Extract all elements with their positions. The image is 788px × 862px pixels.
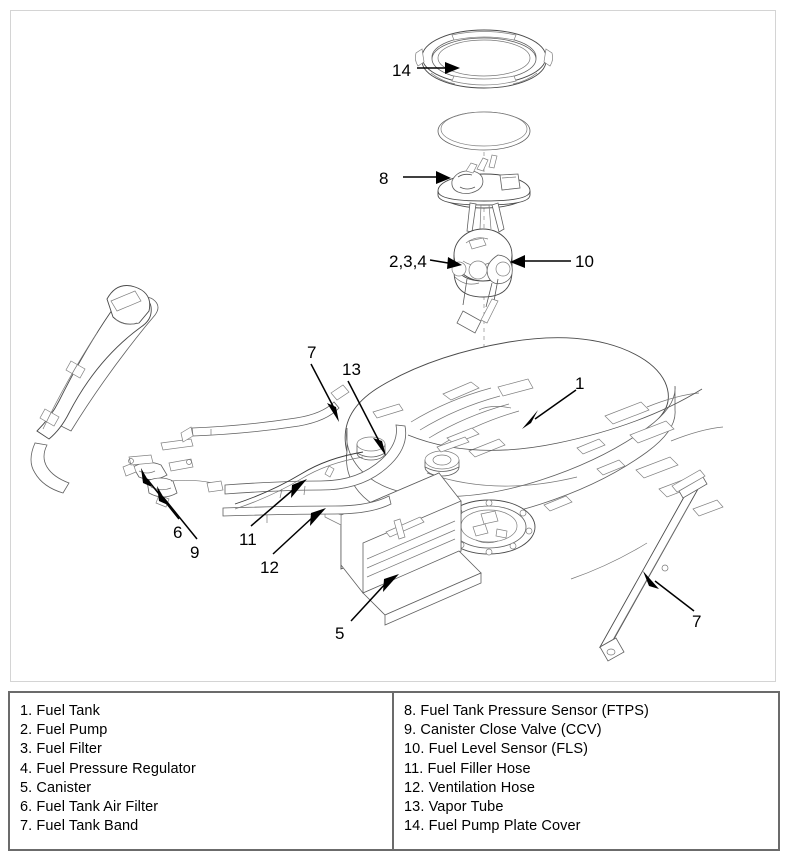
callout-leader-8 xyxy=(403,171,451,184)
legend-item: 14. Fuel Pump Plate Cover xyxy=(404,818,581,835)
plate-connector-block xyxy=(500,174,520,190)
callout-label-234: 2,3,4 xyxy=(389,252,427,271)
legend-item: 1. Fuel Tank xyxy=(20,703,100,719)
callout-label-7-right: 7 xyxy=(692,612,702,631)
legend-item: 9. Canister Close Valve (CCV) xyxy=(404,722,602,739)
callout-label-7-left: 7 xyxy=(307,343,317,362)
callout-label-13: 13 xyxy=(342,360,361,379)
callout-label-12: 12 xyxy=(260,558,279,577)
legend-item: 6. Fuel Tank Air Filter xyxy=(20,799,159,816)
legend-item: 4. Fuel Pressure Regulator xyxy=(20,760,196,777)
legend-item: 7. Fuel Tank Band xyxy=(20,818,139,835)
callout-label-10: 10 xyxy=(575,252,594,271)
diagram-frame xyxy=(10,10,776,682)
legend-item: 12. Ventilation Hose xyxy=(404,779,535,796)
legend-item: 8. Fuel Tank Pressure Sensor (FTPS) xyxy=(404,703,649,719)
legend-item: 13. Vapor Tube xyxy=(404,799,504,816)
callout-label-14: 14 xyxy=(392,61,411,80)
callout-label-8: 8 xyxy=(379,169,389,188)
legend-item: 5. Canister xyxy=(20,779,92,796)
callout-label-6: 6 xyxy=(173,523,183,542)
callout-leader-7-right xyxy=(643,571,694,611)
callout-label-5: 5 xyxy=(335,624,345,643)
fuel-tank-band-right-part xyxy=(600,470,707,661)
callout-label-1: 1 xyxy=(575,374,585,393)
parts-legend-table xyxy=(8,691,780,851)
callout-leader-10 xyxy=(510,255,571,268)
callout-label-9: 9 xyxy=(190,543,200,562)
legend-item: 3. Fuel Filter xyxy=(20,741,102,758)
fuel-pump-plate-cover-part xyxy=(415,30,552,88)
legend-item: 2. Fuel Pump xyxy=(20,722,108,739)
legend-column-left xyxy=(10,693,394,849)
canister-close-valve-part xyxy=(147,478,177,507)
callout-label-11: 11 xyxy=(239,530,257,549)
legend-column-right xyxy=(394,693,778,849)
fuel-system-exploded-diagram xyxy=(11,11,775,681)
fuel-pump-gasket-oring xyxy=(438,112,530,150)
fuel-tank-band-left-part xyxy=(181,385,349,442)
legend-item: 11. Fuel Filler Hose xyxy=(404,760,531,777)
plate-nipple-b xyxy=(489,155,497,168)
plate-nipple-a xyxy=(477,158,488,171)
legend-item: 10. Fuel Level Sensor (FLS) xyxy=(404,741,589,758)
